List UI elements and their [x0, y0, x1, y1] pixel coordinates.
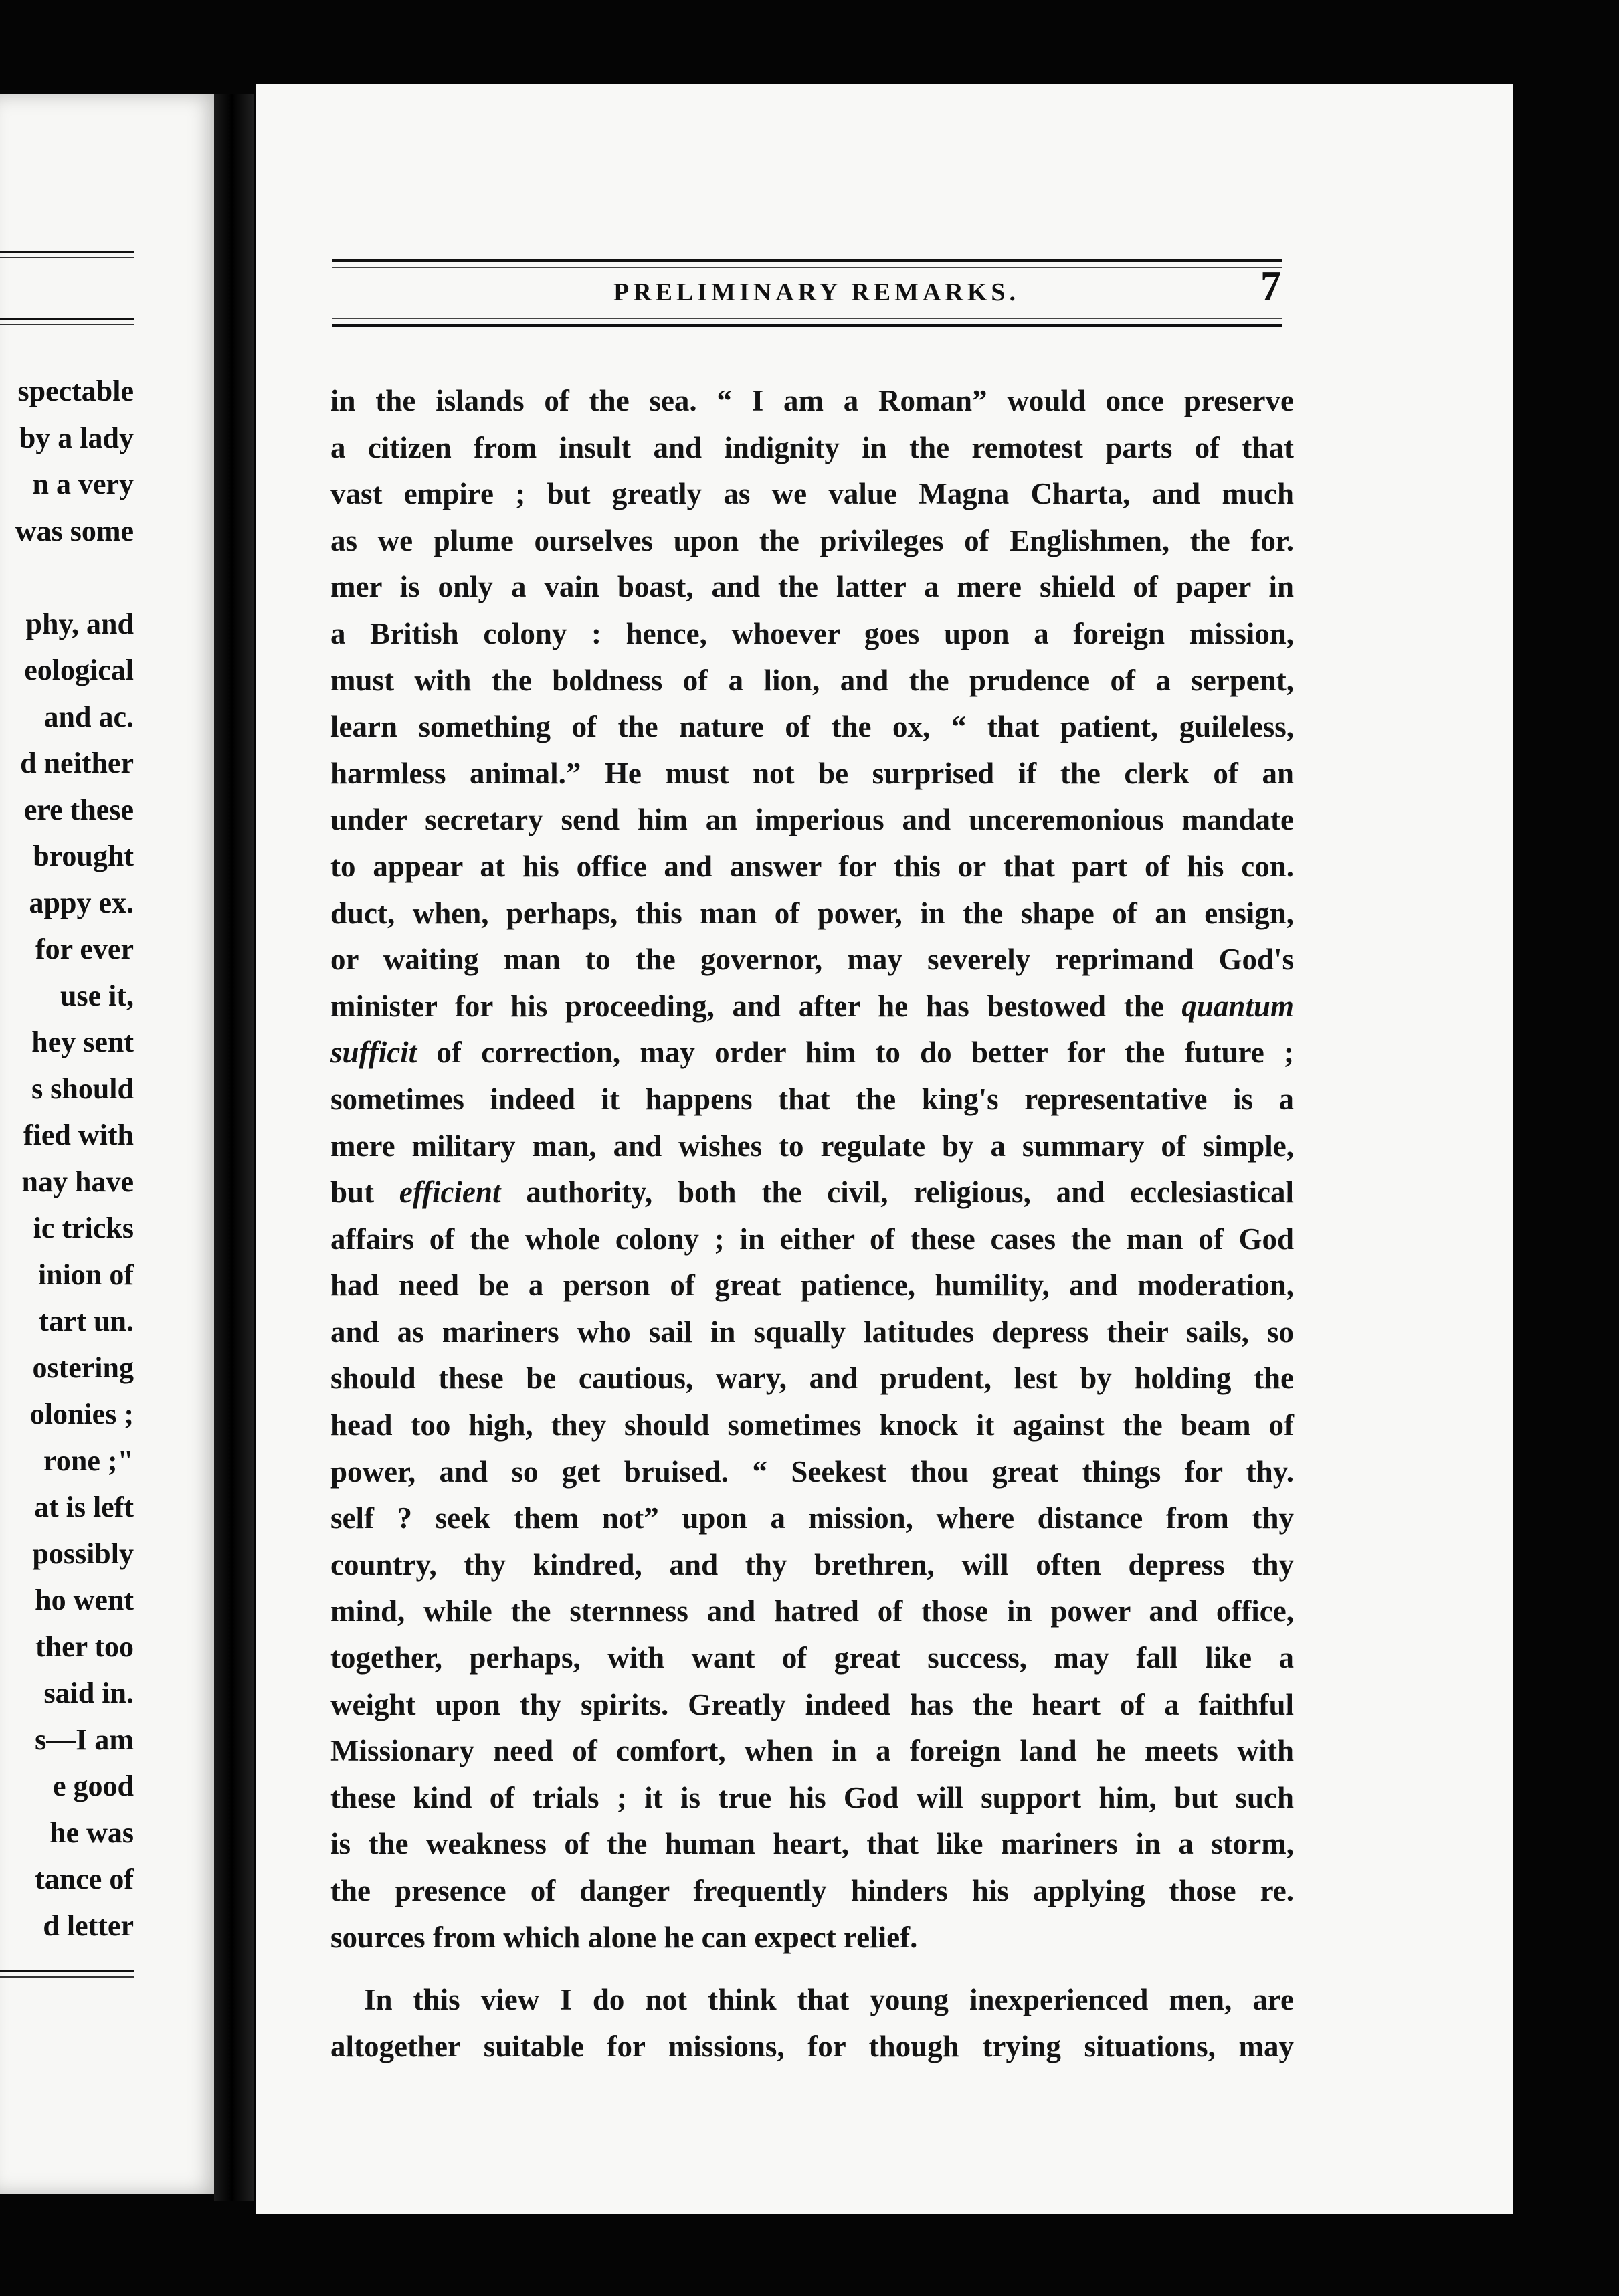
header-rule-top [332, 259, 1282, 268]
facing-page-line: ic tricks [33, 1212, 134, 1244]
facing-page-line: d neither [20, 747, 134, 779]
text-line: these kind of trials ; it is true his God will support him, but such [330, 1780, 1294, 1814]
text-line: affairs of the whole colony ; in either of these cases the man of God [330, 1222, 1294, 1256]
text-line: must with the boldness of a lion, and the prudence of a serpent, [330, 663, 1294, 697]
text-line: or waiting man to the governor, may severely reprimand God's [330, 943, 1294, 977]
text-line: sufficit of correction, may order him to do better for the future ; [330, 1036, 1294, 1070]
running-head: PRELIMINARY REMARKS. [613, 278, 1020, 306]
text-line: together, perhaps, with want of great success, may fall like a [330, 1641, 1294, 1675]
main-page [256, 84, 1513, 2214]
header-title-row [332, 264, 1282, 318]
facing-page-line: by a lady [19, 421, 134, 454]
text-line: sometimes indeed it happens that the king's representative is a [330, 1082, 1294, 1116]
book-spine-shadow [214, 94, 254, 2201]
text-line: to appear at his office and answer for this or that part of his con. [330, 849, 1294, 883]
text-line: vast empire ; but greatly as we value Magna Charta, and much [330, 477, 1294, 511]
text-line: mer is only a vain boast, and the latter a mere shield of paper in [330, 570, 1294, 604]
facing-page-line: n a very [32, 468, 134, 500]
text-line: duct, when, perhaps, this man of power, in the shape of an ensign, [330, 896, 1294, 930]
facing-page-line: s—I am [35, 1723, 134, 1756]
text-line: is the weakness of the human heart, that like mariners in a storm, [330, 1827, 1294, 1861]
text-line: but efficient authority, both the civil, religious, and ecclesiastical [330, 1175, 1294, 1210]
text-line: had need be a person of great patience, humility, and moderation, [330, 1268, 1294, 1303]
text-line: head too high, they should sometimes knock it against the beam of [330, 1408, 1294, 1442]
facing-page-line: for ever [35, 933, 134, 965]
page-header [332, 259, 1282, 327]
text-line: weight upon thy spirits. Greatly indeed has the heart of a faithful [330, 1687, 1294, 1721]
text-line: the presence of danger frequently hinders his applying those re. [330, 1874, 1294, 1907]
facing-page-line: phy, and [25, 607, 134, 640]
facing-page-text [0, 368, 221, 1949]
facing-page-line: fied with [23, 1119, 134, 1151]
facing-page-line: said in. [43, 1677, 134, 1709]
facing-page-line: appy ex. [29, 886, 134, 919]
text-line: In this view I do not think that young inexperienced men, are [364, 1983, 1294, 2017]
facing-page-line: ere these [23, 793, 134, 826]
paragraph-1 [330, 378, 1294, 1961]
body-text [330, 378, 1294, 2070]
text-line: under secretary send him an imperious and unceremonious mandate [330, 803, 1294, 837]
facing-page-line: possibly [32, 1537, 134, 1570]
facing-page-footer-rule [0, 1970, 134, 1978]
facing-page-line: rone ;" [43, 1444, 134, 1477]
facing-page-line: tance of [35, 1862, 134, 1895]
text-line: Missionary need of comfort, when in a foreign land he meets with [330, 1734, 1294, 1768]
text-line: a British colony : hence, whoever goes upon a foreign mission, [330, 616, 1294, 650]
facing-page-line: ostering [32, 1351, 134, 1384]
facing-page-line [0, 554, 134, 601]
facing-page-line: eological [24, 654, 134, 686]
facing-page-line: hey sent [31, 1026, 134, 1058]
header-rule-bottom [332, 318, 1282, 327]
facing-page-line: he was [50, 1816, 134, 1849]
text-line: minister for his proceeding, and after he has bestowed the quantum [330, 989, 1294, 1023]
text-line: mind, while the sternness and hatred of those in power and office, [330, 1594, 1294, 1628]
facing-page-line: d letter [43, 1909, 134, 1942]
facing-page-line: s should [31, 1072, 134, 1105]
text-line: harmless animal.” He must not be surprised if the clerk of an [330, 756, 1294, 790]
text-line: country, thy kindred, and thy brethren, will often depress thy [330, 1547, 1294, 1582]
text-line: and as mariners who sail in squally latitudes depress their sails, so [330, 1315, 1294, 1349]
text-line: self ? seek them not” upon a mission, where distance from thy [330, 1501, 1294, 1535]
facing-page-line: brought [33, 840, 134, 872]
facing-page-line: at is left [33, 1491, 134, 1523]
facing-page-line: inion of [37, 1258, 134, 1291]
facing-page-line: tart un. [39, 1305, 134, 1337]
paragraph-gap [330, 1961, 1294, 1977]
facing-page-line: nay have [21, 1165, 134, 1198]
text-line: sources from which alone he can expect relief. [330, 1920, 918, 1954]
facing-page-line: was some [15, 514, 134, 547]
facing-page-line: ho went [35, 1584, 134, 1616]
paragraph-2 [330, 1977, 1294, 2070]
text-line: learn something of the nature of the ox, “ that patient, guileless, [330, 710, 1294, 744]
text-line: mere military man, and wishes to regulate by a summary of simple, [330, 1129, 1294, 1163]
text-line: should these be cautious, wary, and prudent, lest by holding the [330, 1361, 1294, 1396]
text-line: a citizen from insult and indignity in the remotest parts of that [330, 430, 1294, 464]
facing-page-line: olonies ; [29, 1398, 134, 1430]
facing-page-line: use it, [60, 979, 134, 1012]
text-line: altogether suitable for missions, for though trying situations, may [330, 2029, 1294, 2063]
facing-page-line: spectable [17, 375, 134, 407]
facing-page-line: e good [53, 1769, 134, 1802]
text-line: power, and so get bruised. “ Seekest thou great things for thy. [330, 1454, 1294, 1489]
text-line: as we plume ourselves upon the privileges of Englishmen, the for. [330, 523, 1294, 557]
facing-page-line: ther too [35, 1630, 134, 1663]
facing-page-header-rule [0, 251, 134, 258]
facing-page-left [0, 94, 221, 2194]
facing-page-header-rule-lower [0, 318, 134, 325]
page-number: 7 [1260, 264, 1281, 309]
text-line: in the islands of the sea. “ I am a Roman” would once preserve [330, 384, 1294, 417]
facing-page-line: and ac. [43, 700, 134, 733]
